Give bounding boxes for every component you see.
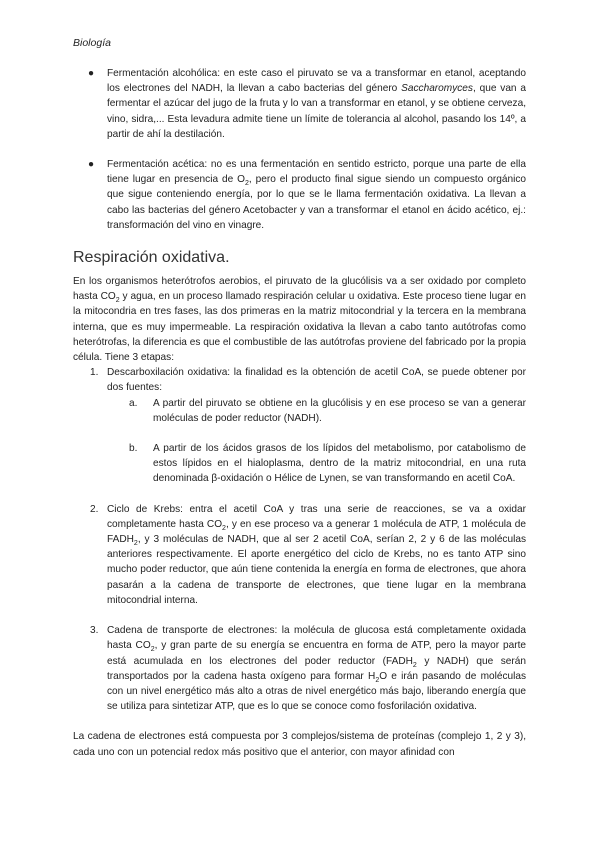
document-body — [73, 66, 526, 760]
fermentation-list — [73, 66, 526, 233]
list-number: 1. — [90, 367, 99, 379]
source-text: A partir del piruvato se obtiene en la glucólisis y en ese proceso se van a generar moléculas de poder reductor (NADH). — [153, 397, 526, 424]
subscript: 2 — [412, 661, 417, 669]
acetyl-coa-sources — [107, 396, 526, 487]
subscript: 2 — [133, 540, 138, 548]
list-item-acetic-fermentation — [73, 157, 526, 233]
bullet-text: , pero el producto final sigue siendo un compuesto orgánico que sigue conteniendo energía, por lo que se le llama fermentación oxidativa. La llevan a cabo las bacterias del género Acetobacter y van a transformar el etanol en ácido acético, ej.: transformación del vino en vinagre. — [107, 174, 526, 231]
bullet-icon: ● — [88, 159, 95, 171]
bullet-text: Fermentación alcohólica: en este caso el piruvato se va a transformar en etanol, aceptando los electrones del NADH, la llevan a cabo bacterias del género — [107, 68, 526, 95]
page-header: Biología — [73, 37, 111, 49]
list-item-alcoholic-fermentation — [73, 66, 526, 142]
stage-text: Descarboxilación oxidativa: la finalidad es la obtención de acetil CoA, se puede obtener por dos fuentes: — [107, 367, 526, 394]
list-number: 2. — [90, 503, 99, 515]
bullet-icon: ● — [88, 68, 95, 79]
list-item-source-a — [121, 396, 526, 426]
closing-paragraph: La cadena de electrones está compuesta por 3 complejos/sistema de proteínas (complejo 1, 2 y 3), cada uno con un potencial redox más positivo que el anterior, con mayor afinidad con — [73, 731, 526, 758]
section-title: Respiración oxidativa. — [73, 249, 230, 267]
subscript: 2 — [375, 676, 380, 684]
list-item-stage-3: 3. Cadena de transporte de electrones: la molécula de glucosa está completamente oxidada hasta $CO_2$, y gran parte de su energía se encuentra en forma de ATP, pero la mayor parte está acumulada en los electrones del poder reductor ($FADH_2$ y NADH) que serán transportados por la cadena hasta oxígeno para formar $H_2O$ e irán pasando de moléculas con un nivel energético más alto a otras de nivel energético más bajo, liberando energía que se utiliza para sintetizar ATP, que es lo que se conoce como fosforilación oxidativa. — [90, 625, 527, 713]
list-letter: a. — [129, 397, 138, 409]
bullet-text: Fermentación acética: no es una fermentación en sentido estricto, porque una parte de ella tiene lugar en presencia de O — [107, 159, 526, 186]
section-intro: En los organismos heterótrofos aerobios, el piruvato de la glucólisis va a ser oxidado por completo hasta $CO_2$ y agua, en un proceso llamado respiración celular u oxidativa. Este proceso tiene lugar en la mitocondria en tres fases, las dos primeras en la matriz mitocondrial y la tercera en la membrana interna, que es muy impermeable. La respiración oxidativa la llevan a cabo tanto autótrofas como heterótrofas, la diferencia es que el combustible de las autótrofas proviene del fabricado por la propia célula. Tiene 3 etapas: — [73, 276, 526, 364]
list-item-stage-1 — [73, 365, 526, 486]
subscript: 2 — [115, 297, 120, 305]
list-item-source-b — [121, 441, 526, 487]
subscript: 2 — [244, 180, 249, 188]
list-letter: b. — [129, 443, 138, 455]
bullet-text: , que van a fermentar el azúcar del jugo de la fruta y lo van a transformar en etanol, y se obtiene cerveza, vino, sidra,... Esta levadura admite tiene un límite de tolerancia al alcohol, pasando los 14º, a partir de ahí la destilación. — [107, 83, 526, 140]
subscript: 2 — [150, 646, 155, 654]
list-item-stage-2: 2. Ciclo de Krebs: entra el acetil CoA y tras una serie de reacciones, se va a oxidar completamente hasta $CO_2$, y en ese proceso va a generar 1 molécula de ATP, 1 molécula de $FADH_2$, y 3 moléculas de NADH, que al ser 2 acetil CoA, serían 2, 2 y 6 de las moléculas anteriores respectivamente. El aporte energético del ciclo de Krebs, no es tanto ATP sino mucho poder reductor, que aún tiene contenida la energía en forma de electrones, que ahora pasarán a la cadena de transporte de electrones, que tiene lugar en la membrana mitocondrial interna. — [90, 503, 526, 606]
list-number: 3. — [90, 625, 99, 637]
stages-list — [73, 365, 526, 714]
subscript: 2 — [222, 524, 226, 532]
genus-name: Saccharomyces — [401, 83, 473, 95]
source-text: A partir de los ácidos grasos de los lípidos del metabolismo, por catabolismo de estos lípidos en el hialoplasma, dentro de la matriz mitocondrial, en una ruta denominada β-oxidación o Hélice de Lynen, se van transformando en acetil CoA. — [153, 443, 526, 485]
